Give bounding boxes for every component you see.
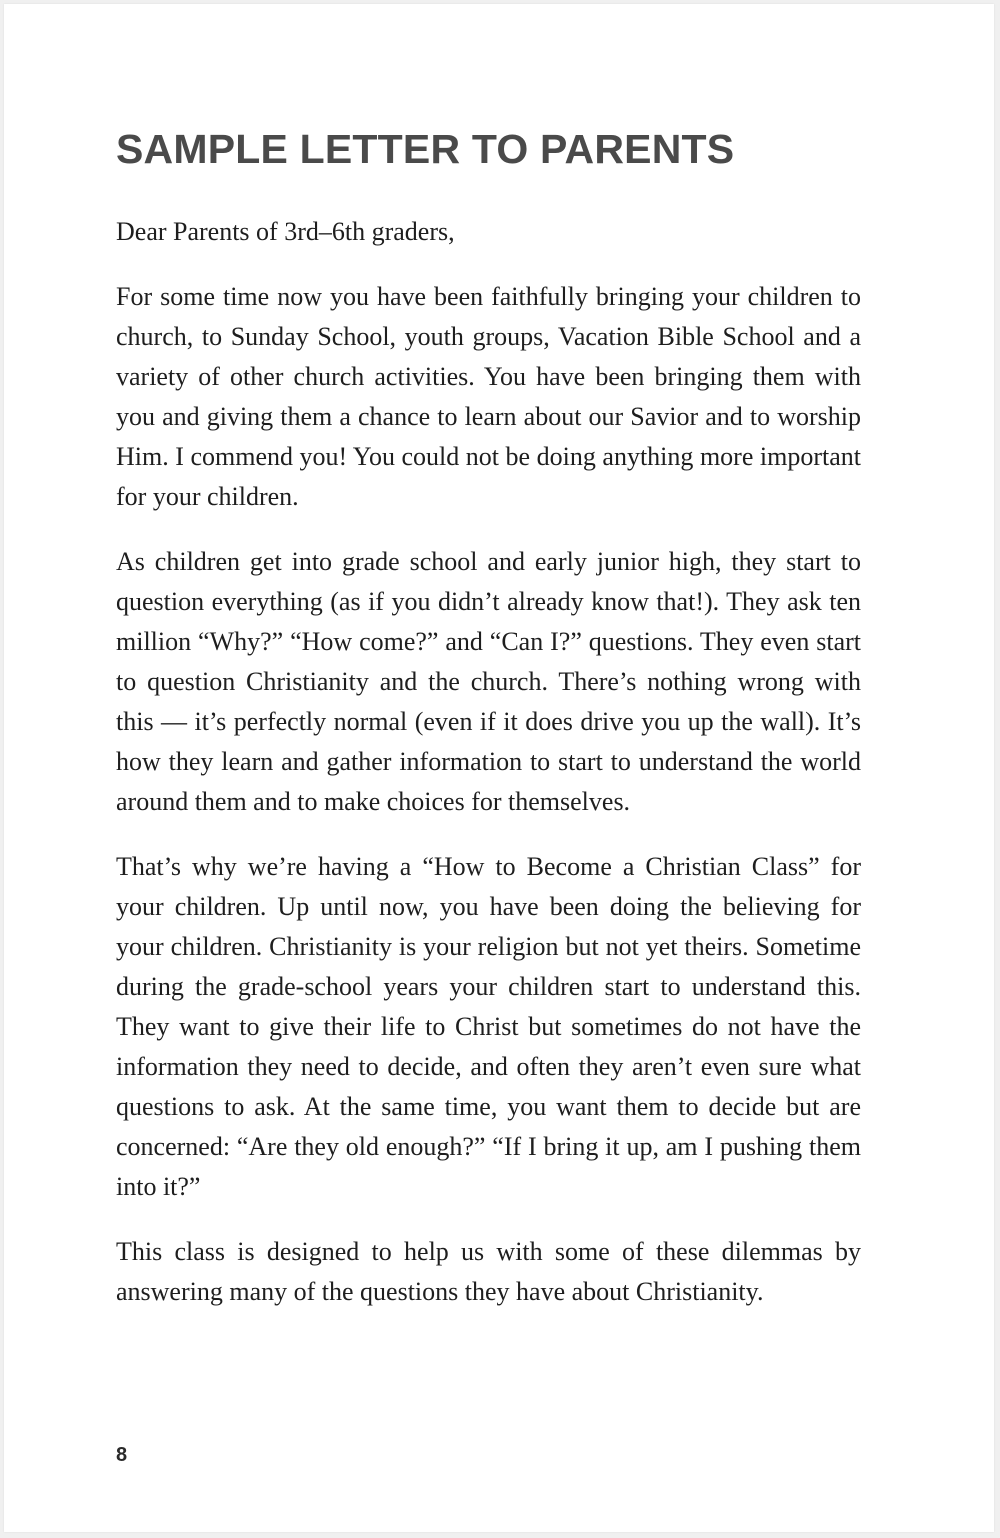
letter-paragraph-4: This class is designed to help us with some of these dilemmas by answering many of the questions they have about Christianity.: [116, 1237, 861, 1306]
letter-salutation: Dear Parents of 3rd–6th graders,: [116, 217, 455, 246]
letter-body: [116, 212, 861, 1337]
document-page: [4, 4, 994, 1532]
letter-paragraph-2: As children get into grade school and early junior high, they start to question everything (as if you didn’t already know that!). They ask ten million “Why?” “How come?” and “Can I?” questions. They even start to question Christianity and the church. There’s nothing wrong with this — it’s perfectly normal (even if it does drive you up the wall). It’s how they learn and gather information to start to understand the world around them and to make choices for themselves.: [116, 547, 861, 816]
page-number: 8: [116, 1444, 128, 1466]
letter-paragraph-3: That’s why we’re having a “How to Become a Christian Class” for your children. Up until now, you have been doing the believing for your children. Christianity is your religion but not yet theirs. Sometime during the grade-school years your children start to understand this. They want to give their life to Christ but sometimes do not have the information they need to decide, and often they aren’t even sure what questions to ask. At the same time, you want them to decide but are concerned: “Are they old enough?” “If I bring it up, am I pushing them into it?”: [116, 852, 861, 1201]
letter-paragraph-1: For some time now you have been faithfully bringing your children to church, to Sunday School, youth groups, Vacation Bible School and a variety of other church activities. You have been bringing them with you and giving them a chance to learn about our Savior and to worship Him. I commend you! You could not be doing anything more important for your children.: [116, 282, 861, 511]
page-title: SAMPLE LETTER TO PARENTS: [116, 126, 735, 172]
